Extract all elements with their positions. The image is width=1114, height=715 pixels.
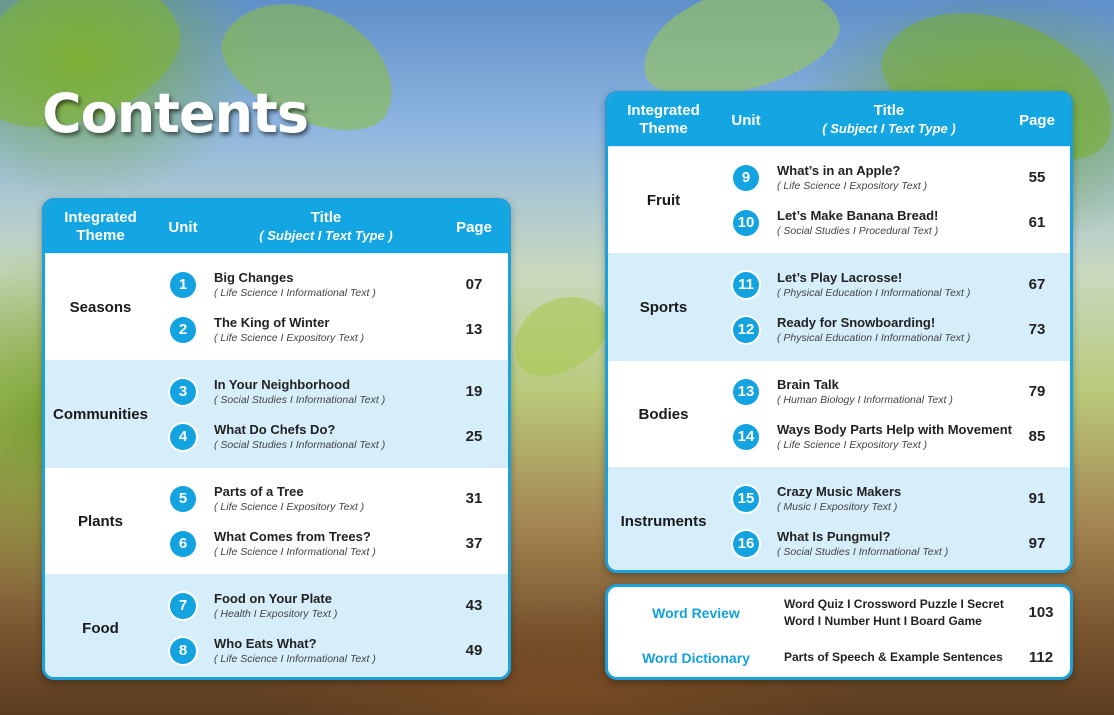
unit-number-badge: 13 [733,379,759,405]
theme-name: Bodies [638,405,689,423]
unit-entry[interactable] [719,526,1070,562]
theme-name: Fruit [646,191,681,209]
unit-entry[interactable] [156,633,508,669]
unit-page: 07 [465,276,483,293]
unit-page: 97 [1028,535,1046,552]
unit-title: Ways Body Parts Help with Movement [777,422,1013,437]
header-title-label: Title [873,102,905,119]
header-unit: Unit [168,218,198,236]
unit-page: 31 [465,490,483,507]
unit-page: 43 [465,597,483,614]
extras-label: Word Review [652,604,740,621]
unit-entry[interactable] [719,205,1070,241]
unit-subject: ( Social Studies I Informational Text ) [777,546,949,558]
unit-entry[interactable] [156,267,508,303]
unit-title: Let’s Play Lacrosse! [777,270,903,285]
theme-group [45,360,508,467]
unit-page: 37 [465,535,483,552]
extras-label: Word Dictionary [642,649,750,666]
extras-description: Word Quiz I Crossword Puzzle I Secret Word I Number Hunt I Board Game [784,596,1004,628]
unit-number-badge: 5 [170,486,196,512]
unit-page: 73 [1028,321,1046,338]
unit-number-badge: 12 [733,317,759,343]
unit-entry[interactable] [156,526,508,562]
extras-table [605,584,1073,680]
unit-subject: ( Life Science I Informational Text ) [214,287,376,299]
unit-entry[interactable] [156,481,508,517]
unit-number-badge: 6 [170,531,196,557]
unit-subject: ( Physical Education I Informational Text ) [777,287,971,299]
unit-entry[interactable] [156,312,508,348]
table-header [608,94,1070,146]
theme-name: Seasons [69,298,132,316]
unit-page: 25 [465,428,483,445]
unit-entry[interactable] [156,374,508,410]
unit-page: 67 [1028,276,1046,293]
header-unit: Unit [731,111,761,129]
unit-number-badge: 7 [170,593,196,619]
unit-number-badge: 15 [733,486,759,512]
page-title: Contents [42,82,309,145]
unit-number-badge: 14 [733,424,759,450]
header-title-sub: ( Subject I Text Type ) [259,228,393,243]
unit-title: Ready for Snowboarding! [777,315,936,330]
unit-title: What Is Pungmul? [777,529,891,544]
extras-description: Parts of Speech & Example Sentences [784,650,1003,664]
unit-title: Let’s Make Banana Bread! [777,208,939,223]
theme-name: Plants [77,512,123,530]
contents-table-right [605,91,1073,573]
unit-page: 91 [1028,490,1046,507]
background-leaf [499,280,621,391]
unit-subject: ( Social Studies I Informational Text ) [214,439,386,451]
unit-title: What Do Chefs Do? [214,422,336,437]
unit-number-badge: 11 [733,272,759,298]
unit-subject: ( Music I Expository Text ) [777,501,898,513]
unit-title: What Comes from Trees? [214,529,371,544]
unit-title: Crazy Music Makers [777,484,902,499]
unit-title: The King of Winter [214,315,330,330]
theme-group [45,253,508,360]
unit-title: What’s in an Apple? [777,163,901,178]
unit-entry[interactable] [156,588,508,624]
contents-table-left [42,198,511,680]
theme-group [608,360,1070,467]
unit-page: 49 [465,642,483,659]
unit-number-badge: 1 [170,272,196,298]
unit-subject: ( Life Science I Expository Text ) [214,501,365,513]
unit-title: In Your Neighborhood [214,377,351,392]
theme-name: Instruments [620,512,707,530]
unit-page: 61 [1028,214,1046,231]
header-theme: Integrated Theme [64,209,137,244]
theme-group [608,467,1070,573]
theme-group [608,146,1070,253]
unit-subject: ( Life Science I Expository Text ) [777,439,928,451]
theme-name: Sports [639,298,688,316]
unit-number-badge: 9 [733,165,759,191]
unit-title: Big Changes [214,270,294,285]
unit-page: 55 [1028,169,1046,186]
unit-number-badge: 16 [733,531,759,557]
header-page: Page [1019,111,1055,129]
unit-title: Parts of a Tree [214,484,304,499]
unit-number-badge: 4 [170,424,196,450]
theme-name: Communities [52,405,148,423]
unit-entry[interactable] [719,481,1070,517]
unit-title: Brain Talk [777,377,839,392]
unit-page: 13 [465,321,483,338]
unit-entry[interactable] [156,419,508,455]
header-theme: Integrated Theme [627,102,700,137]
header-title [773,102,1005,138]
header-title-sub: ( Subject I Text Type ) [822,121,956,136]
unit-entry[interactable] [719,312,1070,348]
unit-entry[interactable] [719,267,1070,303]
theme-group [608,253,1070,360]
unit-title: Food on Your Plate [214,591,332,606]
extras-row[interactable] [608,590,1070,635]
theme-name: Food [82,619,119,637]
header-title [210,209,442,245]
unit-subject: ( Human Biology I Informational Text ) [777,394,953,406]
unit-subject: ( Social Studies I Procedural Text ) [777,225,939,237]
unit-title: Who Eats What? [214,636,317,651]
unit-entry[interactable] [719,419,1070,455]
unit-entry[interactable] [719,160,1070,196]
unit-subject: ( Life Science I Informational Text ) [214,546,376,558]
header-title-label: Title [310,209,342,226]
unit-page: 85 [1028,428,1046,445]
unit-subject: ( Health I Expository Text ) [214,608,338,620]
unit-subject: ( Social Studies I Informational Text ) [214,394,386,406]
theme-group [45,467,508,574]
table-header [45,201,508,253]
unit-entry[interactable] [719,374,1070,410]
extras-page: 112 [1028,649,1054,666]
unit-number-badge: 2 [170,317,196,343]
unit-number-badge: 10 [733,210,759,236]
unit-subject: ( Life Science I Expository Text ) [214,332,365,344]
unit-number-badge: 3 [170,379,196,405]
unit-page: 79 [1028,383,1046,400]
unit-subject: ( Life Science I Informational Text ) [214,653,376,665]
unit-number-badge: 8 [170,638,196,664]
extras-page: 103 [1028,604,1054,621]
extras-row[interactable] [608,635,1070,680]
unit-page: 19 [465,383,483,400]
unit-subject: ( Physical Education I Informational Text ) [777,332,971,344]
unit-subject: ( Life Science I Expository Text ) [777,180,928,192]
header-page: Page [456,218,492,236]
theme-group [45,574,508,680]
